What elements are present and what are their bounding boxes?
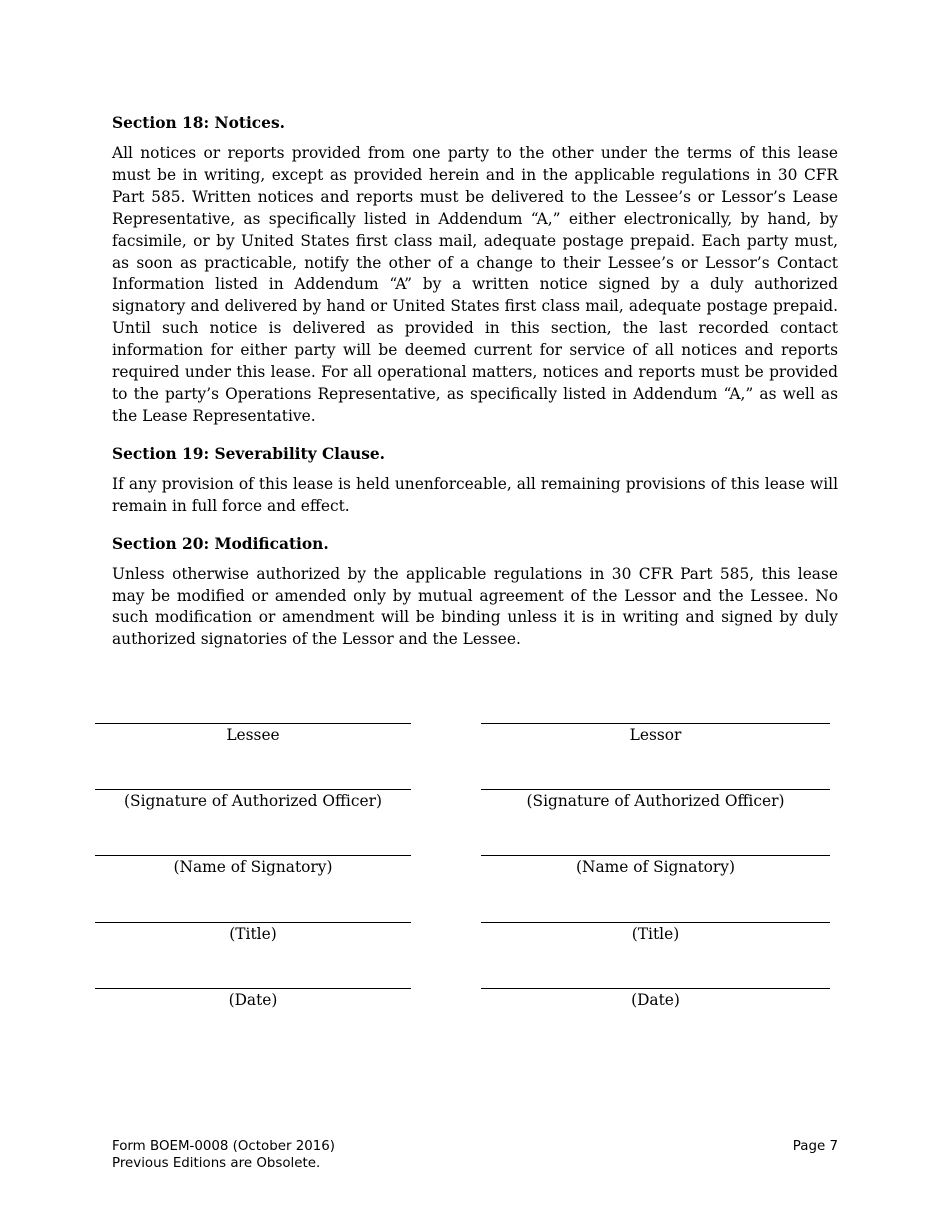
lessor-party-line [481,723,830,724]
form-footer [112,1138,335,1172]
page-number: Page 7 [792,1139,838,1154]
section-20 [112,534,838,652]
section-18 [112,113,838,428]
section-19 [112,444,838,518]
lessee-signature-line [95,789,411,790]
section-20-text: Unless otherwise authorized by the applicable regulations in 30 CFR Part 585, this lease may be modified or amended only by mutual agreement of the Lessor and the Lessee. No such modification or amendment will be binding unless it is in writing and signed by duly authorized signatories of the Lessor and the Lessee. [112,564,838,649]
lessee-date-line [95,988,411,989]
form-id: Form BOEM-0008 (October 2016) [112,1139,336,1154]
lessee-party-line [95,723,411,724]
section-18-heading: Section 18: Notices. [112,114,285,132]
lessor-name-label: (Name of Signatory) [575,858,735,876]
lessee-name-label: (Name of Signatory) [173,858,333,876]
lessor-party-label: Lessor [629,726,682,744]
lessor-title-label: (Title) [631,925,680,943]
section-18-text: All notices or reports provided from one party to the other under the terms of this lease must be in writing, except as provided herein and in the applicable regulations in 30 CFR Part 585. Written notices and reports must be delivered to the Lessee’s or Lessor’s Lease Representative, as specifically listed in Addendum “A,” either electronically, by hand, by facsimile, or by United States first class mail, adequate postage prepaid. Each party must, as soon as practicable, notify the other of a change to their Lessee’s or Lessor’s Contact Information listed in Addendum “A” by a written notice signed by a duly authorized signatory and delivered by hand or United States first class mail, adequate postage prepaid. Until such notice is delivered as provided in this section, the last recorded contact information for either party will be deemed current for service of all notices and reports required under this lease. For all operational matters, notices and reports must be provided to the party’s Operations Representative, as specifically listed in Addendum “A,” as well as the Lease Representative. [112,144,838,425]
obsolete-note: Previous Editions are Obsolete. [112,1156,321,1171]
lessee-party-label: Lessee [226,726,280,744]
lessor-name-line [481,855,830,856]
lessee-signature-label: (Signature of Authorized Officer) [124,792,382,810]
lessee-date-label: (Date) [228,991,278,1009]
lease-body [112,113,838,667]
section-20-heading: Section 20: Modification. [112,534,329,553]
lessor-signature-line [481,789,830,790]
lessee-title-line [95,922,411,923]
lessor-signature-label: (Signature of Authorized Officer) [526,792,785,810]
section-19-heading: Section 19: Severability Clause. [112,444,386,463]
lessee-name-line [95,855,411,856]
lessee-title-label: (Title) [229,925,277,943]
lessor-title-line [481,922,830,923]
lessor-date-label: (Date) [631,991,680,1009]
lessor-date-line [481,988,830,989]
section-19-text: If any provision of this lease is held unenforceable, all remaining provisions of this lease will remain in full force and effect. [112,474,838,515]
